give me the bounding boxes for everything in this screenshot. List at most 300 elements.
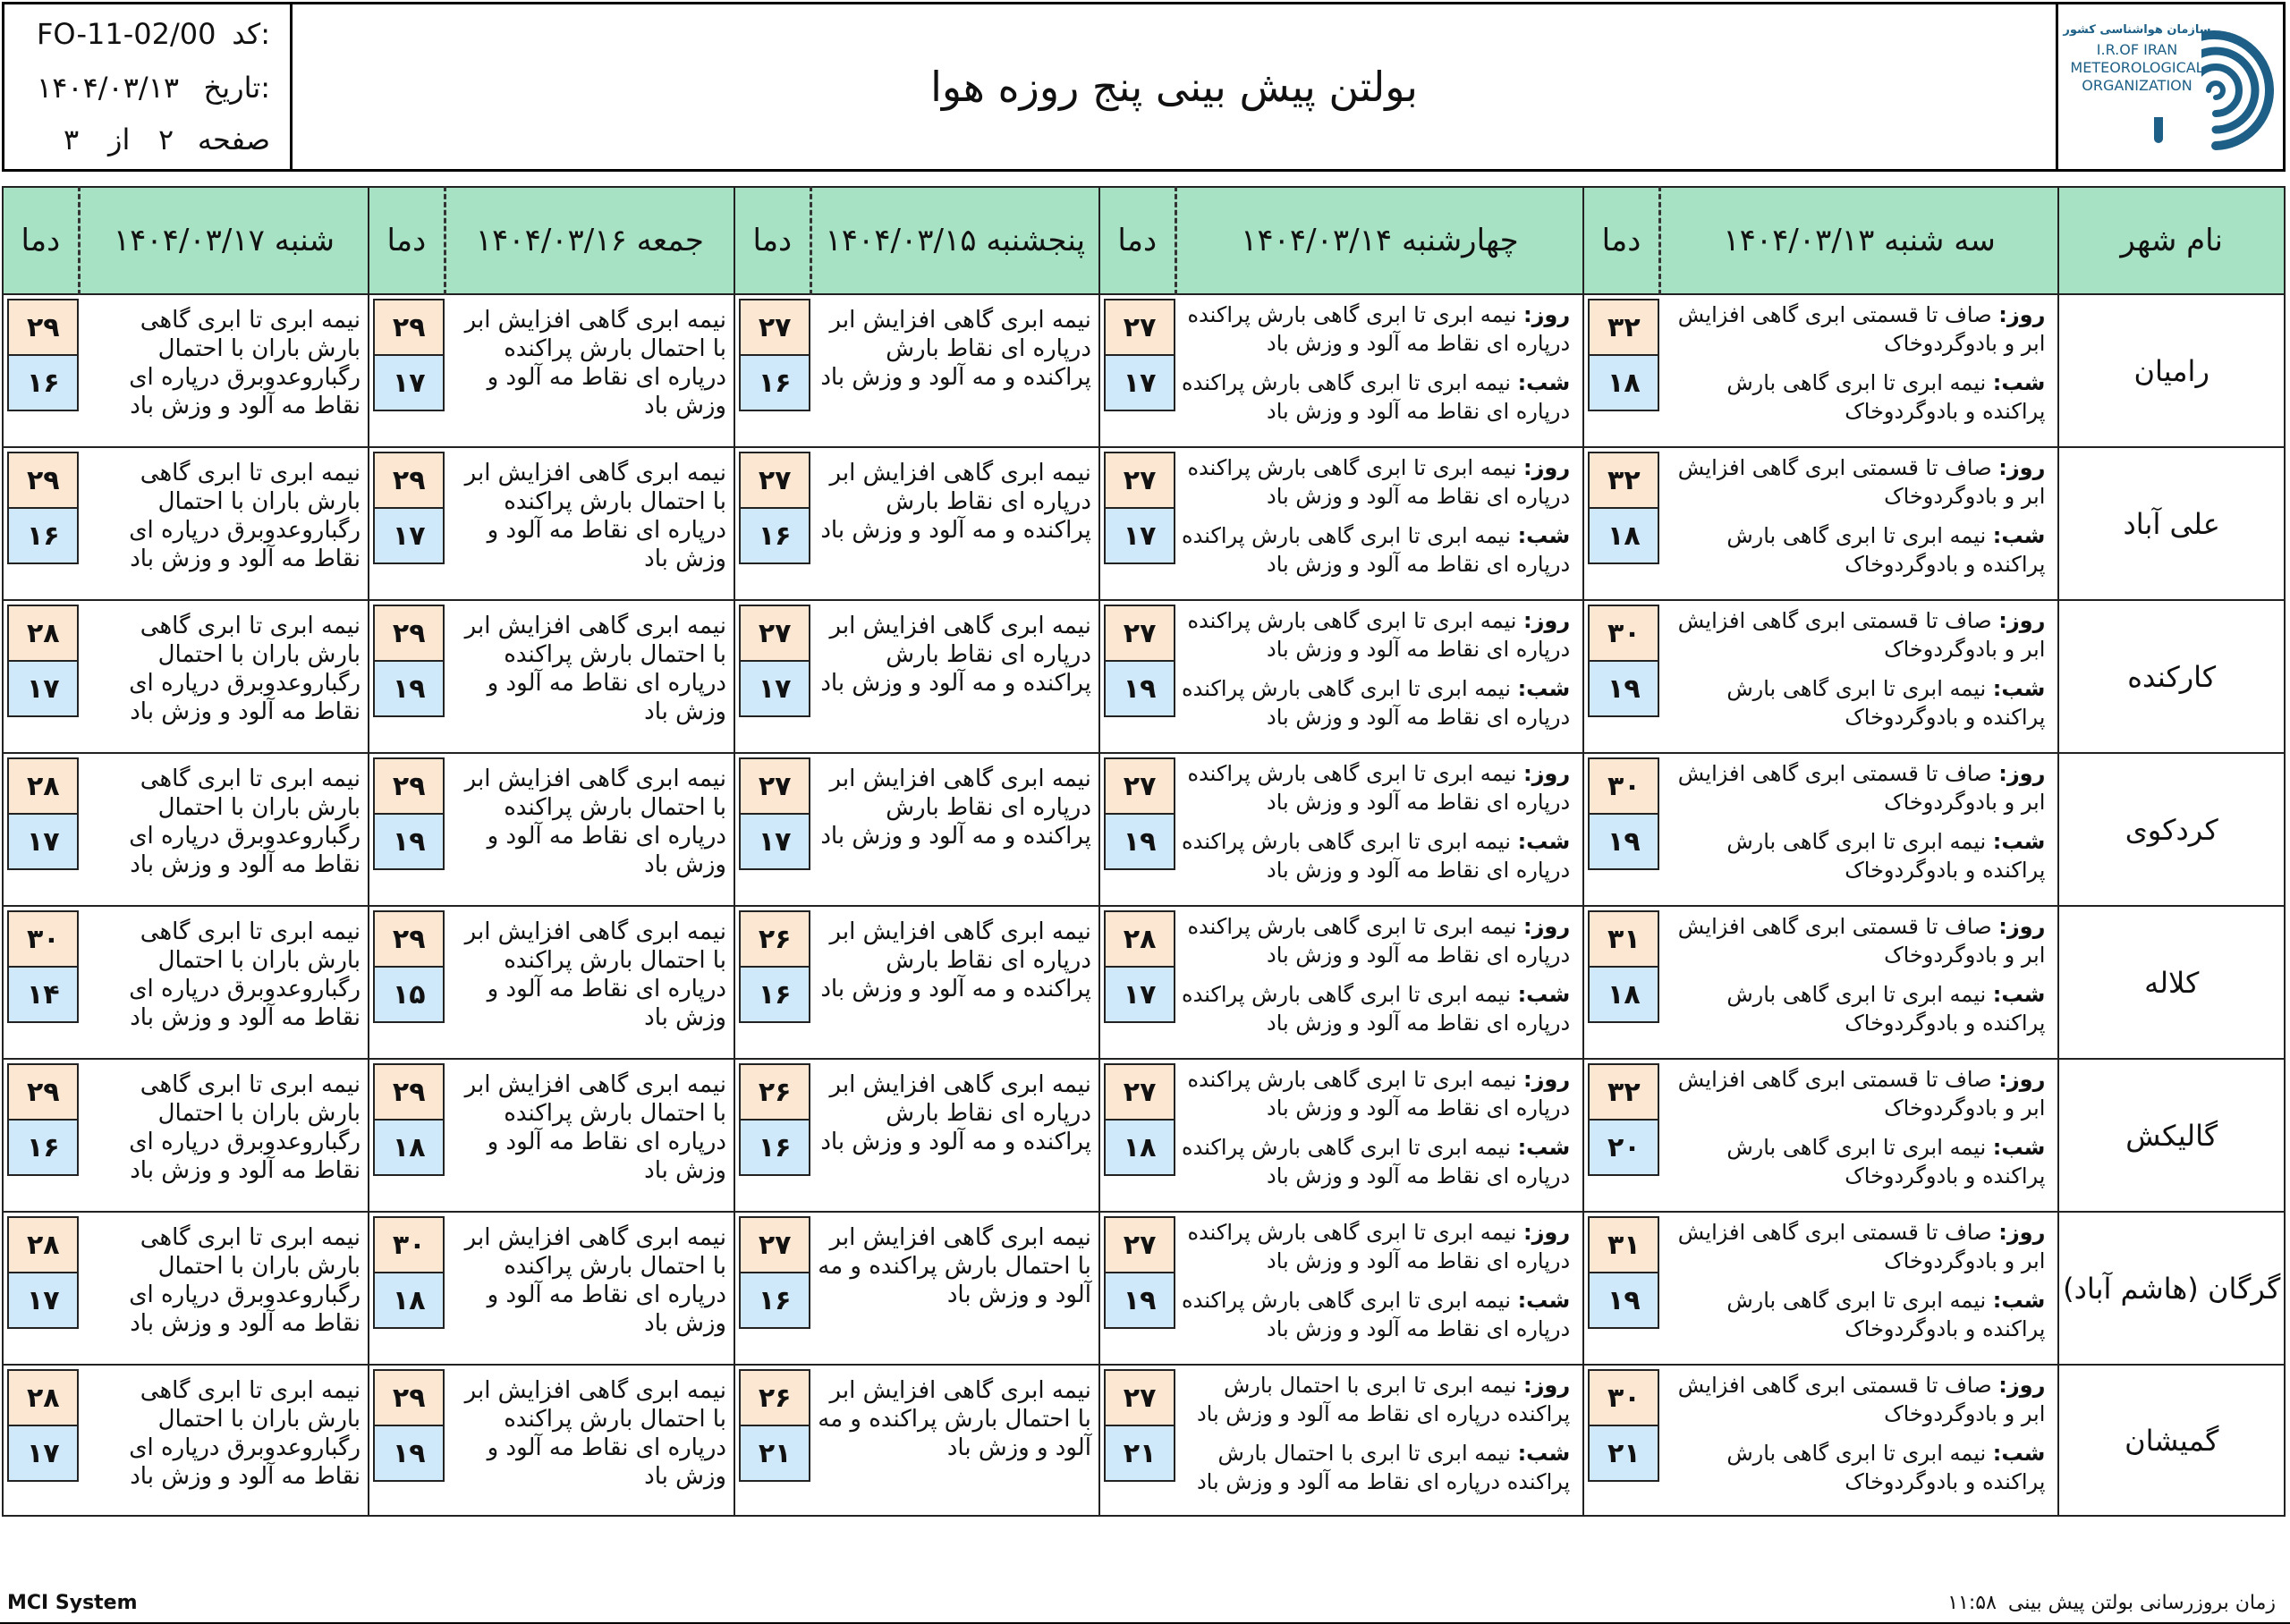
spacer [1663,969,2045,980]
temp-box [1588,910,1659,1023]
night-forecast [1663,827,2045,884]
forecast-d4-cell: نیمه ابری گاهی افزایش ابر با احتمال بارش پراکنده درپاره ای نقاط مه آلود و وزش باد [445,1365,734,1516]
max-temp: ۲۶ [741,1371,809,1426]
min-temp: ۱۷ [9,1426,77,1480]
max-temp: ۲۷ [1106,1371,1174,1426]
night-forecast [1663,1286,2045,1343]
night-text: نیمه ابری تا ابری گاهی بارش پراکنده و بادوگردوخاک [1726,370,2046,424]
day-header-3: پنجشنبه ۱۴۰۴/۰۳/۱۵ [810,187,1099,294]
temp-cell [369,447,445,600]
temp-box [1588,757,1659,870]
temp-box [373,1216,445,1329]
temp-box [373,605,445,717]
forecast-d5-cell: نیمه ابری تا ابری گاهی بارش باران با احتمال رگباروعدوبرق درپاره ای نقاط مه آلود و وزش باد [79,906,369,1059]
min-temp: ۱۸ [1590,968,1658,1021]
max-temp: ۳۰ [9,912,77,968]
temp-cell [734,1365,810,1516]
min-temp: ۱۷ [741,662,809,715]
day-forecast [1663,300,2045,358]
svg-text:I.R.OF IRAN: I.R.OF IRAN [2096,41,2178,58]
max-temp: ۲۹ [375,759,443,815]
night-forecast [1663,521,2045,579]
temp-cell [1583,1365,1659,1516]
table-row [3,1212,2285,1365]
spacer [1179,1428,1570,1439]
temp-header-2: دما [1099,187,1175,294]
max-temp: ۲۸ [1106,912,1174,968]
night-label: شب: [1992,829,2046,854]
spacer [1179,816,1570,827]
forecast-d5-cell: نیمه ابری تا ابری گاهی بارش باران با احتمال رگباروعدوبرق درپاره ای نقاط مه آلود و وزش باد [79,753,369,906]
night-text: نیمه ابری تا ابری گاهی بارش پراکنده و بادوگردوخاک [1726,676,2046,730]
temp-cell [1099,600,1175,753]
night-label: شب: [1517,1288,1571,1313]
day-text: صاف تا قسمتی ابری گاهی افزایش ابر و بادوگردوخاک [1677,1220,2046,1273]
forecast-d5-cell: نیمه ابری تا ابری گاهی بارش باران با احتمال رگباروعدوبرق درپاره ای نقاط مه آلود و وزش باد [79,600,369,753]
max-temp: ۳۱ [1590,912,1658,968]
forecast-d3-cell: نیمه ابری گاهی افزایش ابر درپاره ای نقاط بارش پراکنده و مه آلود و وزش باد [810,294,1099,447]
max-temp: ۲۹ [375,606,443,662]
page-current: ۲ [158,123,174,156]
night-label: شب: [1992,1288,2046,1313]
day-label: روز: [1998,302,2046,327]
spacer [1663,1428,2045,1439]
max-temp: ۲۷ [741,606,809,662]
temp-cell [1583,1059,1659,1212]
min-temp: ۱۹ [375,1426,443,1480]
day-header-2: چهارشنبه ۱۴۰۴/۰۳/۱۴ [1175,187,1583,294]
night-label: شب: [1517,676,1571,701]
min-temp: ۱۴ [9,968,77,1021]
max-temp: ۳۲ [1590,453,1658,509]
day-forecast [1663,606,2045,664]
forecast-d1-cell [1659,1059,2058,1212]
max-temp: ۲۹ [375,1065,443,1121]
min-temp: ۱۶ [9,509,77,562]
table-row [3,753,2285,906]
night-label: شب: [1517,982,1571,1007]
max-temp: ۲۹ [9,453,77,509]
night-forecast [1179,1133,1570,1190]
min-temp: ۱۸ [1590,509,1658,562]
logo-spiral-icon [2058,4,2280,169]
forecast-d2-cell [1175,1365,1583,1516]
min-temp: ۱۶ [9,1121,77,1174]
night-text: نیمه ابری تا ابری گاهی بارش پراکنده و بادوگردوخاک [1726,1288,2046,1341]
page-of: از [108,123,131,156]
night-label: شب: [1992,523,2046,548]
night-text: نیمه ابری تا ابری گاهی بارش پراکنده درپاره ای نقاط مه آلود و وزش باد [1182,676,1571,730]
max-temp: ۳۱ [1590,1218,1658,1273]
temp-cell [3,1212,79,1365]
forecast-d5-cell: نیمه ابری تا ابری گاهی بارش باران با احتمال رگباروعدوبرق درپاره ای نقاط مه آلود و وزش باد [79,1059,369,1212]
temp-cell [1099,906,1175,1059]
min-temp: ۲۰ [1590,1121,1658,1174]
max-temp: ۲۷ [1106,1218,1174,1273]
min-temp: ۱۹ [375,815,443,868]
max-temp: ۲۷ [1106,453,1174,509]
forecast-d3-cell: نیمه ابری گاهی افزایش ابر درپاره ای نقاط بارش پراکنده و مه آلود و وزش باد [810,600,1099,753]
temp-cell [1583,1212,1659,1365]
temp-cell [1099,1365,1175,1516]
temp-box [373,1063,445,1176]
temp-box [739,910,810,1023]
table-row [3,294,2285,447]
max-temp: ۲۸ [9,1218,77,1273]
forecast-d2-cell [1175,447,1583,600]
temp-box [739,452,810,564]
min-temp: ۱۷ [375,356,443,410]
forecast-d4-cell: نیمه ابری گاهی افزایش ابر با احتمال بارش پراکنده درپاره ای نقاط مه آلود و وزش باد [445,447,734,600]
spacer [1179,1275,1570,1286]
forecast-d3-cell: نیمه ابری گاهی افزایش ابر درپاره ای نقاط بارش پراکنده و مه آلود و وزش باد [810,906,1099,1059]
day-label: روز: [1523,302,1571,327]
max-temp: ۳۰ [375,1218,443,1273]
temp-cell [734,294,810,447]
night-text: نیمه ابری تا ابری گاهی بارش پراکنده درپاره ای نقاط مه آلود و وزش باد [1182,1288,1571,1341]
temp-cell [734,1059,810,1212]
temp-cell [1099,1212,1175,1365]
forecast-d2-cell [1175,753,1583,906]
min-temp: ۱۹ [1590,662,1658,715]
spacer [1179,358,1570,368]
forecast-d3-cell: نیمه ابری گاهی افزایش ابر با احتمال بارش پراکنده و مه آلود و وزش باد [810,1365,1099,1516]
forecast-d1-cell [1659,294,2058,447]
forecast-d2-cell [1175,1212,1583,1365]
temp-box [1104,910,1175,1023]
temp-box [7,757,79,870]
day-label: روز: [1998,1373,2046,1398]
max-temp: ۲۷ [1106,1065,1174,1121]
day-text: نیمه ابری تا ابری گاهی بارش پراکنده درپاره ای نقاط مه آلود و وزش باد [1187,1067,1571,1121]
max-temp: ۲۹ [375,453,443,509]
temp-box [373,1369,445,1482]
temp-box [1104,757,1175,870]
system-label: MCI System [7,1592,138,1614]
temp-cell [3,447,79,600]
temp-box [1588,452,1659,564]
spacer [1179,969,1570,980]
forecast-d1-cell [1659,600,2058,753]
night-text: نیمه ابری تا ابری گاهی بارش پراکنده درپاره ای نقاط مه آلود و وزش باد [1182,370,1571,424]
organization-logo [2056,4,2283,169]
min-temp: ۱۹ [375,662,443,715]
svg-text:METEOROLOGICAL: METEOROLOGICAL [2070,59,2204,76]
day-label: روز: [1998,455,2046,480]
svg-text:سازمان هواشناسی کشور: سازمان هواشناسی کشور [2063,23,2211,37]
night-text: نیمه ابری تا ابری با احتمال بارش پراکنده درپاره ای نقاط مه آلود و وزش باد [1196,1441,1571,1494]
spacer [1179,664,1570,674]
forecast-table [2,186,2286,1517]
page-footer [0,1590,2290,1623]
temp-box [739,1369,810,1482]
temp-box [1588,1216,1659,1329]
temp-box [7,299,79,411]
forecast-d2-cell [1175,1059,1583,1212]
max-temp: ۲۸ [9,759,77,815]
night-forecast [1179,1286,1570,1343]
spacer [1663,816,2045,827]
max-temp: ۳۰ [1590,1371,1658,1426]
temp-box [7,452,79,564]
max-temp: ۳۲ [1590,1065,1658,1121]
forecast-d4-cell: نیمه ابری گاهی افزایش ابر با احتمال بارش پراکنده درپاره ای نقاط مه آلود و وزش باد [445,294,734,447]
day-label: روز: [1523,761,1571,786]
max-temp: ۲۷ [1106,759,1174,815]
temp-box [1104,605,1175,717]
temp-box [739,299,810,411]
day-text: نیمه ابری تا ابری با احتمال بارش پراکنده درپاره ای نقاط مه آلود و وزش باد [1196,1373,1571,1426]
temp-cell [369,906,445,1059]
temp-header-5: دما [3,187,79,294]
city-name: رامیان [2058,294,2285,447]
update-time: ۱۱:۵۸ [1947,1592,1997,1614]
temp-cell [369,753,445,906]
min-temp: ۱۹ [1590,815,1658,868]
min-temp: ۱۷ [1106,356,1174,410]
min-temp: ۱۵ [375,968,443,1021]
night-text: نیمه ابری تا ابری گاهی بارش پراکنده و بادوگردوخاک [1726,829,2046,883]
code-row [4,12,290,62]
temp-box [1588,1063,1659,1176]
day-text: صاف تا قسمتی ابری گاهی افزایش ابر و بادوگردوخاک [1677,455,2046,509]
temp-cell [369,1059,445,1212]
night-text: نیمه ابری تا ابری گاهی بارش پراکنده درپاره ای نقاط مه آلود و وزش باد [1182,1135,1571,1188]
min-temp: ۱۶ [741,1273,809,1327]
update-time-info [1947,1592,2281,1614]
temp-cell [1583,600,1659,753]
temp-box [739,605,810,717]
max-temp: ۲۸ [9,606,77,662]
table-row [3,447,2285,600]
night-forecast [1663,674,2045,732]
day-forecast [1179,1218,1570,1275]
temp-header-3: دما [734,187,810,294]
day-text: صاف تا قسمتی ابری گاهی افزایش ابر و بادوگردوخاک [1677,761,2046,815]
day-forecast [1663,453,2045,511]
night-label: شب: [1992,1441,2046,1466]
spacer [1663,1275,2045,1286]
day-header-4: جمعه ۱۴۰۴/۰۳/۱۶ [445,187,734,294]
night-forecast [1663,980,2045,1037]
min-temp: ۱۹ [1106,815,1174,868]
min-temp: ۱۶ [741,1121,809,1174]
temp-cell [3,906,79,1059]
temp-cell [1583,906,1659,1059]
day-forecast [1663,759,2045,816]
night-text: نیمه ابری تا ابری گاهی بارش پراکنده و بادوگردوخاک [1726,1441,2046,1494]
max-temp: ۲۹ [375,912,443,968]
temp-cell [734,600,810,753]
city-column-header: نام شهر [2058,187,2285,294]
forecast-d4-cell: نیمه ابری گاهی افزایش ابر با احتمال بارش پراکنده درپاره ای نقاط مه آلود و وزش باد [445,1059,734,1212]
temp-box [7,1216,79,1329]
temp-cell [1583,753,1659,906]
table-row [3,1365,2285,1516]
day-forecast [1179,606,1570,664]
night-forecast [1179,674,1570,732]
day-text: نیمه ابری تا ابری گاهی بارش پراکنده درپاره ای نقاط مه آلود و وزش باد [1187,761,1571,815]
forecast-d2-cell [1175,600,1583,753]
min-temp: ۱۷ [1106,509,1174,562]
day-header-5: شنبه ۱۴۰۴/۰۳/۱۷ [79,187,369,294]
max-temp: ۲۶ [741,1065,809,1121]
temp-header-4: دما [369,187,445,294]
code-label: کد: [232,17,270,51]
temp-cell [3,294,79,447]
temp-box [373,452,445,564]
table-row [3,1059,2285,1212]
forecast-d5-cell: نیمه ابری تا ابری گاهی بارش باران با احتمال رگباروعدوبرق درپاره ای نقاط مه آلود و وزش باد [79,1365,369,1516]
date-label: تاریخ: [203,71,270,105]
temp-box [1104,452,1175,564]
day-text: صاف تا قسمتی ابری گاهی افزایش ابر و بادوگردوخاک [1677,608,2046,662]
temp-box [1588,299,1659,411]
forecast-d1-cell [1659,753,2058,906]
temp-cell [1583,447,1659,600]
temp-cell [734,447,810,600]
forecast-d4-cell: نیمه ابری گاهی افزایش ابر با احتمال بارش پراکنده درپاره ای نقاط مه آلود و وزش باد [445,906,734,1059]
min-temp: ۱۸ [1590,356,1658,410]
day-label: روز: [1523,455,1571,480]
min-temp: ۲۱ [1590,1426,1658,1480]
temp-box [373,910,445,1023]
max-temp: ۳۲ [1590,300,1658,356]
page-total: ۳ [64,123,80,156]
day-label: روز: [1523,608,1571,633]
forecast-d2-cell [1175,294,1583,447]
temp-box [7,910,79,1023]
forecast-d1-cell [1659,447,2058,600]
day-forecast [1663,912,2045,969]
city-name: کارکنده [2058,600,2285,753]
temp-cell [369,1212,445,1365]
temp-header-1: دما [1583,187,1659,294]
night-forecast [1663,368,2045,426]
forecast-d1-cell [1659,1212,2058,1365]
night-text: نیمه ابری تا ابری گاهی بارش پراکنده درپاره ای نقاط مه آلود و وزش باد [1182,523,1571,577]
spacer [1663,664,2045,674]
temp-cell [3,1059,79,1212]
temp-box [7,1063,79,1176]
temp-box [739,1216,810,1329]
night-forecast [1663,1439,2045,1496]
max-temp: ۲۹ [375,300,443,356]
page-label: صفحه [197,123,270,156]
day-forecast [1179,759,1570,816]
night-forecast [1179,980,1570,1037]
night-label: شب: [1517,523,1571,548]
max-temp: ۲۷ [741,300,809,356]
temp-cell [369,294,445,447]
day-forecast [1179,453,1570,511]
page-row [4,117,290,167]
spacer [1663,1122,2045,1133]
temp-box [373,299,445,411]
day-text: نیمه ابری تا ابری گاهی بارش پراکنده درپاره ای نقاط مه آلود و وزش باد [1187,1220,1571,1273]
day-text: نیمه ابری تا ابری گاهی بارش پراکنده درپاره ای نقاط مه آلود و وزش باد [1187,302,1571,356]
forecast-d1-cell [1659,1365,2058,1516]
night-label: شب: [1992,1135,2046,1160]
night-forecast [1179,1439,1570,1496]
temp-box [373,757,445,870]
svg-text:ORGANIZATION: ORGANIZATION [2082,77,2192,94]
forecast-d3-cell: نیمه ابری گاهی افزایش ابر با احتمال بارش پراکنده و مه آلود و وزش باد [810,1212,1099,1365]
temp-box [1104,1369,1175,1482]
min-temp: ۱۷ [9,662,77,715]
night-forecast [1663,1133,2045,1190]
max-temp: ۲۷ [1106,606,1174,662]
temp-box [739,1063,810,1176]
spacer [1179,511,1570,521]
day-forecast [1663,1218,2045,1275]
max-temp: ۲۹ [9,1065,77,1121]
temp-cell [734,753,810,906]
min-temp: ۱۹ [1106,1273,1174,1327]
temp-box [1104,1216,1175,1329]
night-label: شب: [1517,1135,1571,1160]
temp-cell [734,906,810,1059]
table-row [3,600,2285,753]
min-temp: ۲۱ [741,1426,809,1480]
max-temp: ۲۶ [741,912,809,968]
date-row [4,65,290,115]
temp-box [7,605,79,717]
night-forecast [1179,521,1570,579]
max-temp: ۲۷ [1106,300,1174,356]
temp-cell [3,753,79,906]
min-temp: ۱۹ [1590,1273,1658,1327]
spacer [1663,511,2045,521]
temp-cell [3,1365,79,1516]
max-temp: ۳۰ [1590,606,1658,662]
min-temp: ۱۸ [1106,1121,1174,1174]
temp-box [7,1369,79,1482]
max-temp: ۳۰ [1590,759,1658,815]
temp-cell [1583,294,1659,447]
date-value: ۱۴۰۴/۰۳/۱۳ [37,71,180,105]
temp-box [1588,1369,1659,1482]
document-info [4,4,293,169]
temp-box [739,757,810,870]
spacer [1663,358,2045,368]
temp-box [1104,299,1175,411]
temp-cell [734,1212,810,1365]
night-forecast [1179,368,1570,426]
page-title: بولتن پیش بینی پنج روزه هوا [930,63,1418,111]
day-label: روز: [1998,914,2046,939]
night-label: شب: [1517,370,1571,395]
temp-box [1104,1063,1175,1176]
bulletin-header [2,2,2286,172]
temp-cell [1099,447,1175,600]
night-text: نیمه ابری تا ابری گاهی بارش پراکنده و بادوگردوخاک [1726,982,2046,1036]
city-name: گمیشان [2058,1365,2285,1516]
day-text: صاف تا قسمتی ابری گاهی افزایش ابر و بادوگردوخاک [1677,1067,2046,1121]
min-temp: ۱۷ [9,1273,77,1327]
night-text: نیمه ابری تا ابری گاهی بارش پراکنده و بادوگردوخاک [1726,523,2046,577]
night-label: شب: [1992,676,2046,701]
city-name: کلاله [2058,906,2285,1059]
temp-cell [1099,1059,1175,1212]
forecast-d3-cell: نیمه ابری گاهی افزایش ابر درپاره ای نقاط بارش پراکنده و مه آلود و وزش باد [810,753,1099,906]
night-label: شب: [1517,1441,1571,1466]
day-forecast [1179,1065,1570,1122]
forecast-d4-cell: نیمه ابری گاهی افزایش ابر با احتمال بارش پراکنده درپاره ای نقاط مه آلود و وزش باد [445,1212,734,1365]
min-temp: ۲۱ [1106,1426,1174,1480]
table-row [3,906,2285,1059]
forecast-d2-cell [1175,906,1583,1059]
